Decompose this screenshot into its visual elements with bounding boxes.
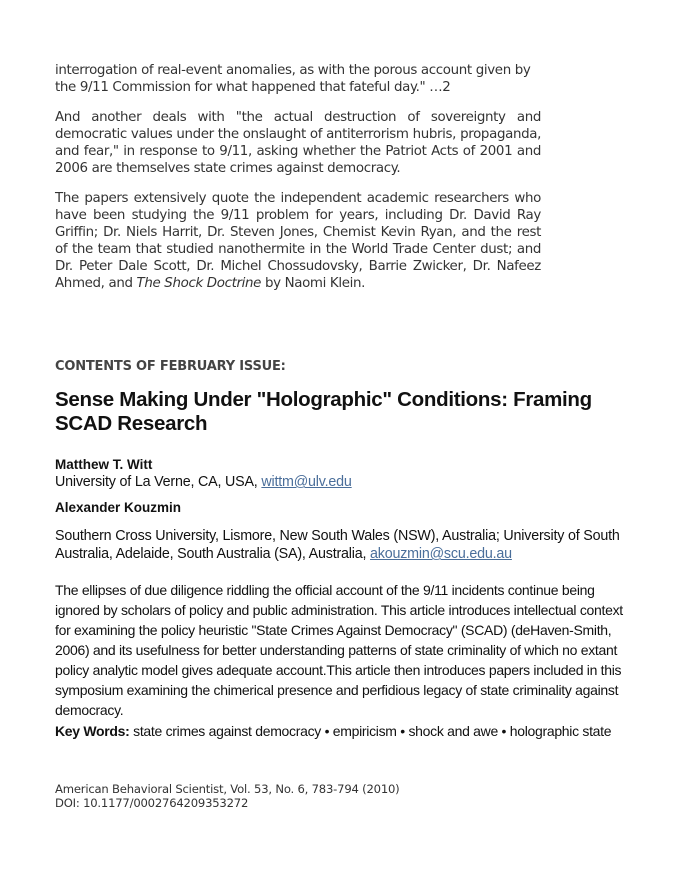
- paragraph-researchers-tail: by Naomi Klein.: [261, 276, 366, 291]
- intro-text-section: [55, 62, 541, 305]
- journal-citation: American Behavioral Scientist, Vol. 53, No. 6, 783-794 (2010): [55, 782, 400, 796]
- author-name: Matthew T. Witt: [55, 457, 153, 472]
- paragraph-patriot-acts: And another deals with "the actual destruction of sovereignty and democratic values under the onslaught of antiterrorism hubris, propaganda, and fear," in response to 9/11, asking whether the Patriot Acts of 2001 and 2006 are themselves state crimes against democracy.: [55, 110, 541, 176]
- contents-heading: CONTENTS OF FEBRUARY ISSUE:: [55, 359, 286, 374]
- affiliation-text: Southern Cross University, Lismore, New South Wales (NSW), Australia; University of South Australia, Adelaide, South Australia (SA), Australia,: [55, 528, 620, 562]
- author-block-2: [55, 499, 635, 516]
- paragraph-researchers: [55, 190, 541, 292]
- citation-block: [55, 782, 400, 810]
- keywords-label: Key Words:: [55, 723, 130, 739]
- article-title: Sense Making Under "Holographic" Conditions: Framing SCAD Research: [55, 388, 592, 435]
- keywords-line: [55, 722, 635, 740]
- article-abstract: The ellipses of due diligence riddling the official account of the 9/11 incidents continue being ignored by scholars of policy and public administration. This article introduces intellectual context for examining the policy heuristic "State Crimes Against Democracy" (SCAD) (deHaven-Smith, 2006) and its usefulness for better understanding patterns of state criminality of which no extant policy analytic model gives adequate account.This article then introduces papers included in this symposium examining the chimerical presence and perfidious legacy of state criminality against democracy.: [55, 582, 623, 718]
- author-affiliation: [55, 473, 635, 491]
- doi: DOI: 10.1177/0002764209353272: [55, 796, 249, 810]
- paragraph-researchers-text: The papers extensively quote the independent academic researchers who have been studying the 9/11 problem for years, including Dr. David Ray Griffin; Dr. Niels Harrit, Dr. Steven Jones, Chemist Kevin Ryan, and the rest of the team that studied nanothermite in the World Trade Center dust; and Dr. Peter Dale Scott, Dr. Michel Chossudovsky, Barrie Zwicker, Dr. Nafeez Ahmed, and: [55, 191, 541, 291]
- author-block-1: [55, 456, 635, 491]
- author-name: Alexander Kouzmin: [55, 500, 182, 515]
- author-email-link[interactable]: akouzmin@scu.edu.au: [370, 546, 512, 562]
- paragraph-continuation: interrogation of real-event anomalies, as with the porous account given by the 9/11 Commission for what happened that fateful day." …2: [55, 63, 531, 95]
- book-title-italic: The Shock Doctrine: [136, 276, 262, 291]
- affiliation-text: University of La Verne, CA, USA,: [55, 474, 262, 490]
- keywords-list: state crimes against democracy • empiricism • shock and awe • holographic state: [133, 723, 612, 739]
- author-email-link[interactable]: wittm@ulv.edu: [261, 474, 352, 490]
- author-affiliation-2: [55, 527, 635, 563]
